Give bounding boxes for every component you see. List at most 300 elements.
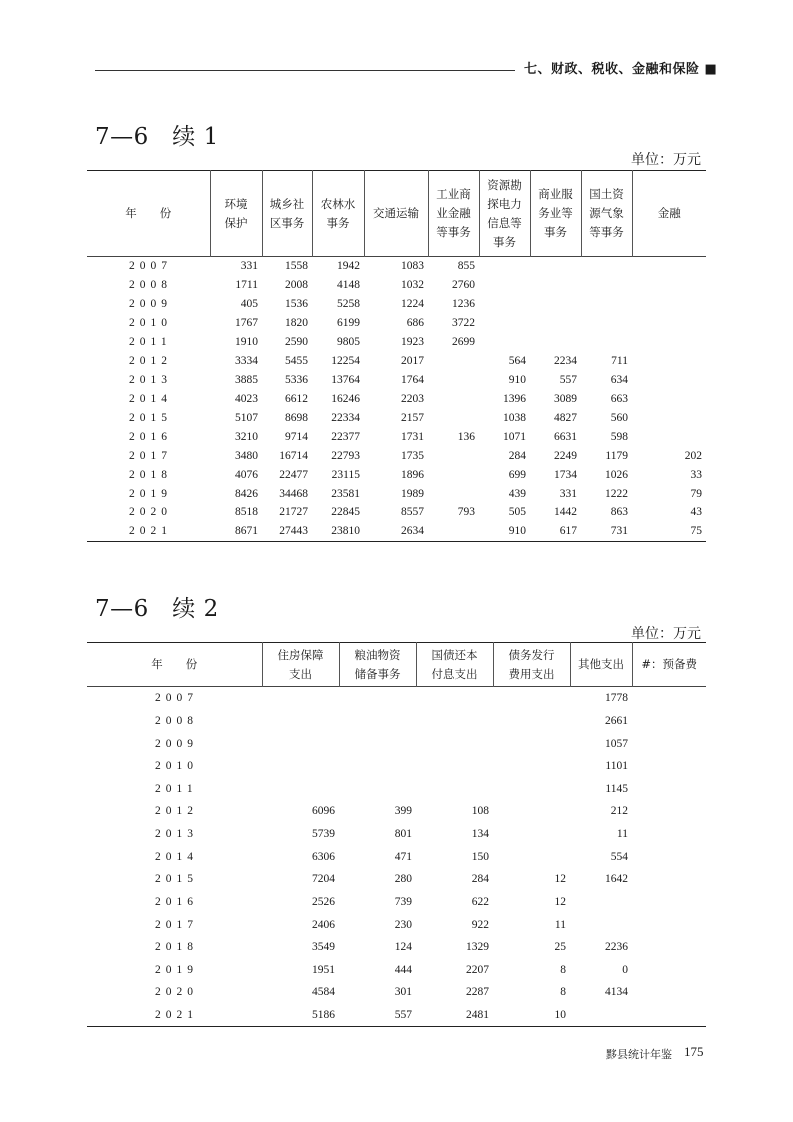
value-cell: 8671 [210,522,262,541]
table-row [87,522,706,541]
value-cell [581,276,632,295]
year-cell: 2010 [129,317,172,330]
year-cell: 2008 [155,714,198,727]
table-row [87,446,706,465]
value-cell [632,732,706,755]
value-cell [632,427,706,446]
value-cell [479,314,530,333]
value-cell: 21727 [279,506,308,519]
year-cell: 2019 [155,963,198,976]
value-cell: 863 [610,506,628,519]
value-cell [416,687,493,710]
value-cell [416,710,493,733]
table1-header-community: 城乡社 区事务 [262,171,312,257]
value-cell: 8557 [401,506,424,519]
value-cell [581,295,632,314]
value-cell: 22334 [331,411,360,424]
table-row [87,427,706,446]
value-cell: 0 [622,963,628,976]
value-cell [632,352,706,371]
value-cell: 1222 [605,487,628,500]
year-cell: 2009 [155,737,198,750]
table-row [87,823,706,846]
value-cell: 617 [530,522,581,541]
value-cell [493,823,570,846]
value-cell [479,295,530,314]
value-cell [632,389,706,408]
value-cell [632,276,706,295]
year-cell: 2021 [87,522,210,541]
value-cell: 1057 [605,737,628,750]
value-cell: 1071 [503,430,526,443]
value-cell [493,732,570,755]
table2-header-debt-interest: 国债还本 付息支出 [416,643,493,687]
table2-unit: 单位：万元 [631,626,701,642]
value-cell: 22845 [331,506,360,519]
year-cell: 2018 [155,941,198,954]
table-row [87,503,706,522]
value-cell: 16246 [331,392,360,405]
value-cell: 2634 [364,522,428,541]
value-cell [479,333,530,352]
value-cell [530,276,581,295]
year-cell: 2012 [129,355,172,368]
value-cell [530,295,581,314]
value-cell: 5186 [262,1004,339,1027]
year-cell: 2021 [87,1004,262,1027]
table-row [87,891,706,914]
table1 [87,170,706,542]
value-cell: 1083 [401,260,424,273]
value-cell: 554 [610,850,628,863]
table-row [87,257,706,276]
value-cell [479,276,530,295]
year-cell: 2015 [129,411,172,424]
value-cell [632,778,706,801]
value-cell: 1329 [466,941,489,954]
value-cell: 3885 [235,373,258,386]
value-cell: 1767 [235,317,258,330]
table2-header-other: 其他支出 [570,643,632,687]
table2-header-reserve: #：预备费 [641,657,698,671]
value-cell: 301 [394,986,412,999]
value-cell: 1731 [401,430,424,443]
table-row [87,314,706,333]
value-cell: 6612 [285,392,308,405]
table-row [87,959,706,982]
value-cell [632,1004,706,1027]
value-cell: 2017 [401,355,424,368]
table-row [87,295,706,314]
value-cell: 801 [394,828,412,841]
value-cell: 284 [508,449,526,462]
value-cell: 280 [394,873,412,886]
value-cell [632,295,706,314]
value-cell: 3549 [312,941,335,954]
table-row [87,333,706,352]
year-cell: 2016 [155,895,198,908]
value-cell: 699 [508,468,526,481]
value-cell [493,845,570,868]
table1-header-env: 环境 保护 [210,171,262,257]
year-cell: 2014 [129,392,172,405]
value-cell: 910 [479,522,530,541]
value-cell: 471 [394,850,412,863]
value-cell [262,755,339,778]
year-cell: 2011 [129,336,172,349]
value-cell: 5258 [337,298,360,311]
value-cell: 12 [554,895,566,908]
value-cell: 711 [611,355,628,368]
value-cell: 731 [581,522,632,541]
value-cell: 6199 [337,317,360,330]
value-cell [262,687,339,710]
value-cell [632,257,706,276]
value-cell [493,778,570,801]
value-cell: 9805 [337,336,360,349]
table1-header-agriculture: 农林水 事务 [312,171,364,257]
value-cell: 405 [240,298,258,311]
value-cell: 560 [610,411,628,424]
table-row [87,778,706,801]
year-cell: 2008 [129,279,172,292]
value-cell [339,710,416,733]
value-cell: 1735 [401,449,424,462]
value-cell [262,710,339,733]
value-cell: 2203 [401,392,424,405]
year-cell: 2019 [129,487,172,500]
value-cell: 622 [471,895,489,908]
value-cell: 1179 [605,449,628,462]
value-cell: 202 [684,449,702,462]
footer-book-title: 黟县统计年鉴 [606,1048,672,1061]
value-cell [416,732,493,755]
table1-header-commerce: 商业服 务业等 事务 [530,171,581,257]
value-cell [428,446,479,465]
table-row [87,276,706,295]
value-cell: 1145 [605,782,628,795]
value-cell: 1711 [235,279,258,292]
value-cell: 23810 [312,522,364,541]
value-cell: 6306 [312,850,335,863]
table-row [87,389,706,408]
value-cell: 4076 [235,468,258,481]
value-cell: 284 [471,873,489,886]
value-cell [632,981,706,1004]
table-row [87,352,706,371]
value-cell: 16714 [279,449,308,462]
value-cell: 27443 [262,522,312,541]
value-cell: 9714 [285,430,308,443]
value-cell [581,333,632,352]
value-cell: 505 [508,506,526,519]
value-cell: 1734 [554,468,577,481]
value-cell [493,687,570,710]
value-cell: 1101 [605,760,628,773]
table1-header-land: 国土资 源气象 等事务 [581,171,632,257]
value-cell [262,778,339,801]
value-cell: 2008 [285,279,308,292]
value-cell [581,257,632,276]
value-cell: 2699 [452,336,475,349]
value-cell: 2249 [554,449,577,462]
value-cell: 1896 [401,468,424,481]
year-cell: 2013 [129,373,172,386]
table-row [87,913,706,936]
value-cell: 1032 [401,279,424,292]
year-cell: 2012 [155,805,198,818]
table1-header-finance: 金融 [657,206,681,220]
value-cell [632,936,706,959]
table-row [87,755,706,778]
value-cell [632,710,706,733]
value-cell: 3722 [452,317,475,330]
value-cell [530,257,581,276]
value-cell [416,778,493,801]
year-cell: 2017 [129,449,172,462]
value-cell: 124 [394,941,412,954]
value-cell: 598 [610,430,628,443]
value-cell: 1778 [605,692,628,705]
value-cell: 4023 [235,392,258,405]
value-cell [530,314,581,333]
value-cell: 1923 [401,336,424,349]
table-row [87,800,706,823]
value-cell: 1038 [503,411,526,424]
value-cell: 686 [406,317,424,330]
value-cell: 331 [559,487,577,500]
value-cell: 13764 [331,373,360,386]
value-cell [530,333,581,352]
table2-header-debt-issuance: 债务发行 费用支出 [493,643,570,687]
value-cell: 5739 [312,828,335,841]
value-cell [581,314,632,333]
value-cell: 22477 [279,468,308,481]
value-cell: 399 [394,805,412,818]
value-cell: 2234 [554,355,577,368]
chapter-title: 七、财政、税收、金融和保险 ■ [524,62,718,77]
value-cell [339,687,416,710]
value-cell: 922 [471,918,489,931]
table-row [87,484,706,503]
value-cell: 43 [690,506,702,519]
year-cell: 2014 [155,850,198,863]
value-cell: 11 [616,828,628,841]
value-cell [570,913,632,936]
year-cell: 2018 [129,468,172,481]
value-cell [339,732,416,755]
table1-header-year: 年 份 [87,171,210,257]
value-cell: 79 [690,487,702,500]
value-cell: 4827 [554,411,577,424]
value-cell [632,891,706,914]
value-cell: 2760 [452,279,475,292]
value-cell: 1764 [401,373,424,386]
table-row [87,868,706,891]
value-cell: 1026 [605,468,628,481]
value-cell: 6096 [312,805,335,818]
value-cell: 4148 [337,279,360,292]
value-cell: 634 [610,373,628,386]
value-cell [339,778,416,801]
value-cell: 3210 [235,430,258,443]
value-cell: 3334 [235,355,258,368]
value-cell: 1989 [401,487,424,500]
value-cell: 11 [554,918,566,931]
value-cell [632,823,706,846]
value-cell [570,1004,632,1027]
year-cell: 2007 [155,692,198,705]
year-cell: 2016 [129,430,172,443]
value-cell: 33 [690,468,702,481]
value-cell [428,408,479,427]
value-cell: 2590 [285,336,308,349]
value-cell: 1642 [605,873,628,886]
year-cell: 2017 [155,918,198,931]
value-cell [632,845,706,868]
footer-page-number: 175 [684,1044,704,1059]
value-cell: 1910 [235,336,258,349]
value-cell: 23581 [331,487,360,500]
value-cell: 1442 [554,506,577,519]
table-row [87,687,706,710]
value-cell [632,687,706,710]
table-row [87,1004,706,1027]
table2-title: 7—6 续 2 [95,596,219,622]
table1-header-transport: 交通运输 [364,171,428,257]
value-cell: 1224 [401,298,424,311]
value-cell: 1236 [452,298,475,311]
value-cell [493,800,570,823]
table-row [87,732,706,755]
value-cell [632,408,706,427]
value-cell: 331 [240,260,258,273]
value-cell [428,371,479,390]
value-cell: 8698 [285,411,308,424]
value-cell: 739 [394,895,412,908]
value-cell: 136 [457,430,475,443]
value-cell: 910 [508,373,526,386]
value-cell: 557 [339,1004,416,1027]
value-cell: 2207 [466,963,489,976]
value-cell: 108 [471,805,489,818]
value-cell: 75 [632,522,706,541]
value-cell: 5107 [235,411,258,424]
value-cell: 12254 [331,355,360,368]
value-cell: 8426 [235,487,258,500]
table2-header-housing: 住房保障 支出 [262,643,339,687]
year-cell: 2020 [155,986,198,999]
year-cell: 2015 [155,873,198,886]
value-cell: 8518 [235,506,258,519]
value-cell [428,465,479,484]
value-cell [493,710,570,733]
table-row [87,981,706,1004]
value-cell: 4134 [605,986,628,999]
value-cell: 2481 [416,1004,493,1027]
value-cell [632,755,706,778]
value-cell [428,389,479,408]
table-row [87,465,706,484]
value-cell: 22377 [331,430,360,443]
value-cell: 2526 [312,895,335,908]
table2 [87,642,706,1027]
value-cell: 8 [560,963,566,976]
year-cell: 2013 [155,828,198,841]
value-cell: 23115 [331,468,360,481]
value-cell: 134 [471,828,489,841]
value-cell: 3089 [554,392,577,405]
header-rule [95,70,515,71]
value-cell: 564 [508,355,526,368]
value-cell: 2661 [605,714,628,727]
value-cell: 5455 [285,355,308,368]
value-cell [493,755,570,778]
value-cell [632,800,706,823]
value-cell: 793 [457,506,475,519]
value-cell: 2406 [312,918,335,931]
table-row [87,710,706,733]
value-cell: 557 [559,373,577,386]
value-cell: 34468 [279,487,308,500]
table2-header-grain: 粮油物资 储备事务 [339,643,416,687]
table1-title: 7—6 续 1 [95,124,219,150]
value-cell: 2236 [605,941,628,954]
value-cell: 8 [560,986,566,999]
table1-header-industry: 工业商 业金融 等事务 [428,171,479,257]
value-cell: 1951 [312,963,335,976]
value-cell: 1820 [285,317,308,330]
table1-header-resources: 资源勘 探电力 信息等 事务 [479,171,530,257]
value-cell [570,891,632,914]
value-cell: 25 [554,941,566,954]
year-cell: 2011 [155,782,198,795]
table-row [87,845,706,868]
year-cell: 2010 [155,760,198,773]
value-cell [416,755,493,778]
value-cell: 150 [471,850,489,863]
value-cell: 12 [554,873,566,886]
value-cell: 1558 [285,260,308,273]
table-row [87,936,706,959]
value-cell: 22793 [331,449,360,462]
table-row [87,371,706,390]
value-cell: 2157 [401,411,424,424]
value-cell: 3480 [235,449,258,462]
value-cell: 7204 [312,873,335,886]
value-cell: 2287 [466,986,489,999]
value-cell: 444 [394,963,412,976]
value-cell [339,755,416,778]
value-cell: 1942 [337,260,360,273]
value-cell [428,484,479,503]
value-cell: 230 [394,918,412,931]
value-cell [632,868,706,891]
value-cell: 1396 [503,392,526,405]
value-cell: 10 [493,1004,570,1027]
table2-header-year: 年 份 [87,643,262,687]
value-cell: 855 [457,260,475,273]
value-cell [428,522,479,541]
value-cell: 6631 [554,430,577,443]
value-cell: 439 [508,487,526,500]
value-cell: 4584 [312,986,335,999]
value-cell [632,371,706,390]
year-cell: 2009 [129,298,172,311]
value-cell [632,333,706,352]
value-cell: 1536 [285,298,308,311]
value-cell [632,959,706,982]
